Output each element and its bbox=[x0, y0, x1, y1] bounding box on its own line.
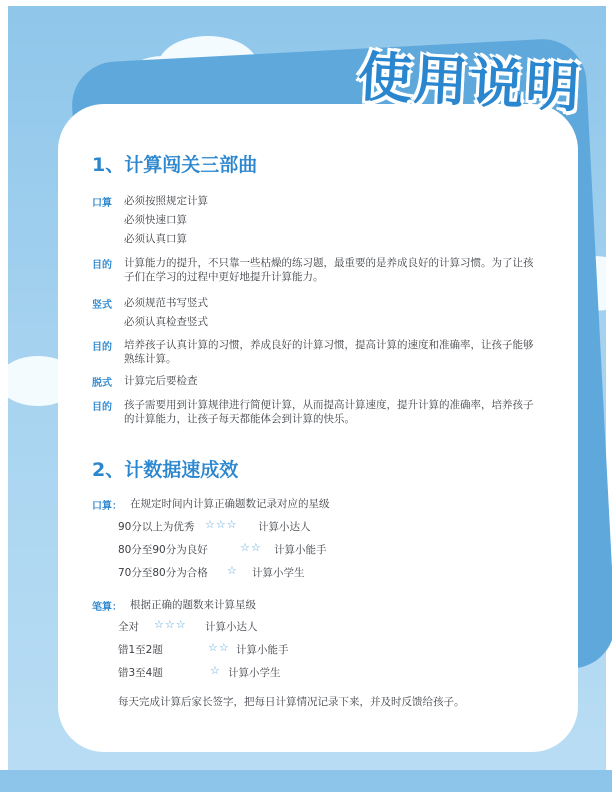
item-tag: 目的 bbox=[92, 260, 112, 271]
rating-text: 全对 bbox=[118, 621, 139, 633]
intro-text: 根据正确的题数来计算星级 bbox=[130, 599, 256, 611]
rating-result: 计算小达人 bbox=[258, 521, 311, 533]
item-line: 必须认真检查竖式 bbox=[124, 316, 208, 328]
item-line: 必须快速口算 bbox=[124, 214, 187, 226]
item-line: 计算完后要检查 bbox=[124, 375, 198, 387]
rating-result: 计算小能手 bbox=[236, 644, 289, 656]
item-tag: 脱式 bbox=[92, 378, 112, 389]
item-line: 必须认真口算 bbox=[124, 233, 187, 245]
page-title: 使用说明 bbox=[356, 45, 584, 120]
rating-result: 计算小学生 bbox=[228, 667, 281, 679]
rating-text: 错1至2题 bbox=[118, 644, 163, 656]
item-paragraph: 孩子需要用到计算规律进行简便计算，从而提高计算速度，提升计算的准确率，培养孩子的计算能力，让孩子每天都能体会到计算的快乐。 bbox=[124, 399, 534, 425]
rating-text: 90分以上为优秀 bbox=[118, 521, 195, 533]
rating-result: 计算小学生 bbox=[252, 567, 305, 579]
item-line: 必须规范书写竖式 bbox=[124, 297, 208, 309]
item-tag: 目的 bbox=[92, 342, 112, 353]
intro-tag: 笔算： bbox=[92, 602, 122, 613]
star-rating-icon: ☆ bbox=[227, 564, 238, 577]
star-rating-icon: ☆☆ bbox=[240, 541, 262, 554]
section-2-title: 2、计数据速成效 bbox=[92, 459, 239, 481]
rating-result: 计算小能手 bbox=[274, 544, 327, 556]
intro-tag: 口算： bbox=[92, 501, 122, 512]
star-rating-icon: ☆☆☆ bbox=[154, 618, 187, 631]
section-1-title: 1、计算闯关三部曲 bbox=[92, 154, 258, 176]
star-rating-icon: ☆☆☆ bbox=[205, 518, 238, 531]
rating-text: 错3至4题 bbox=[118, 667, 163, 679]
footer-note: 每天完成计算后家长签字，把每日计算情况记录下来，并及时反馈给孩子。 bbox=[118, 696, 465, 708]
item-paragraph: 计算能力的提升，不只靠一些枯燥的练习题，最重要的是养成良好的计算习惯。为了让孩子们在学习的过程中更好地提升计算能力。 bbox=[124, 257, 534, 283]
item-tag: 目的 bbox=[92, 402, 112, 413]
bottom-strip bbox=[0, 770, 612, 792]
star-rating-icon: ☆ bbox=[210, 664, 221, 677]
rating-text: 80分至90分为良好 bbox=[118, 544, 208, 556]
star-rating-icon: ☆☆ bbox=[208, 641, 230, 654]
rating-text: 70分至80分为合格 bbox=[118, 567, 208, 579]
intro-text: 在规定时间内计算正确题数记录对应的星级 bbox=[130, 498, 330, 510]
rating-result: 计算小达人 bbox=[205, 621, 258, 633]
item-tag: 口算 bbox=[92, 198, 112, 209]
item-tag: 竖式 bbox=[92, 300, 112, 311]
item-paragraph: 培养孩子认真计算的习惯，养成良好的计算习惯，提高计算的速度和准确率，让孩子能够熟练计算。 bbox=[124, 339, 534, 365]
item-line: 必须按照规定计算 bbox=[124, 195, 208, 207]
